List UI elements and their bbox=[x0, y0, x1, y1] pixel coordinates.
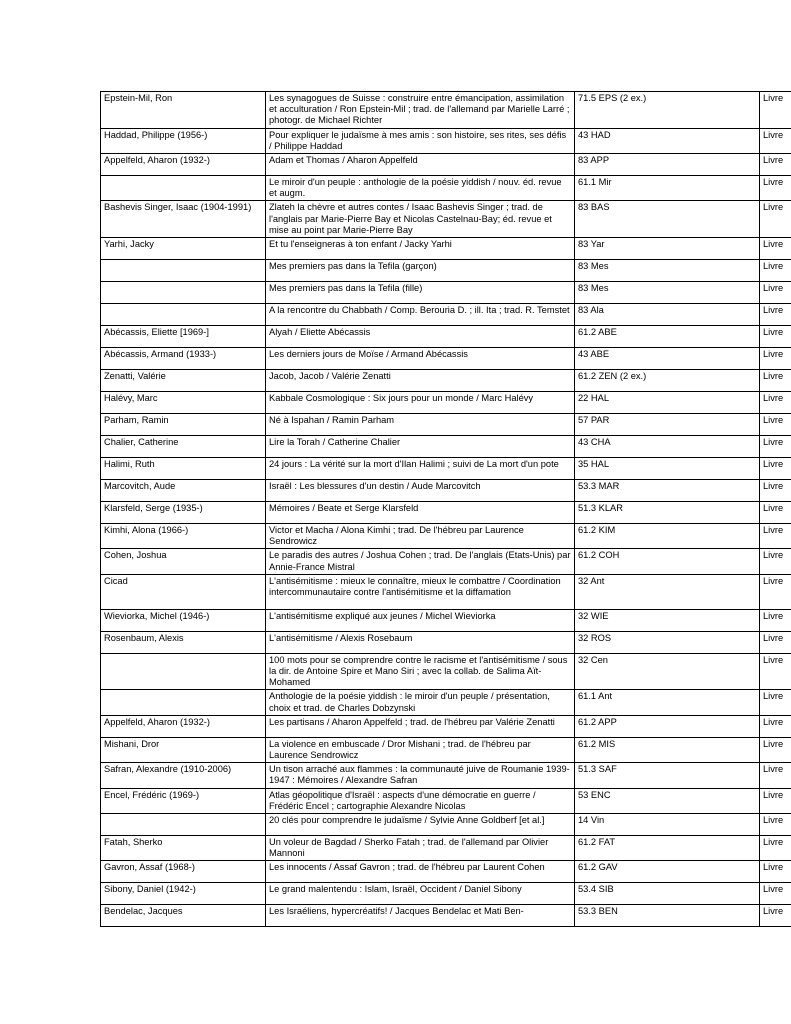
type-cell: Livre bbox=[760, 392, 791, 414]
call-number-cell: 61.2 MIS bbox=[575, 737, 760, 762]
type-cell: Livre bbox=[760, 814, 791, 836]
type-cell: Livre bbox=[760, 715, 791, 737]
author-cell bbox=[101, 690, 266, 715]
title-cell: Adam et Thomas / Aharon Appelfeld bbox=[266, 154, 575, 176]
type-cell: Livre bbox=[760, 549, 791, 574]
author-cell: Encel, Frédéric (1969-) bbox=[101, 788, 266, 813]
author-cell bbox=[101, 304, 266, 326]
title-cell: Israël : Les blessures d'un destin / Aude Marcovitch bbox=[266, 480, 575, 502]
call-number-cell: 61.2 GAV bbox=[575, 861, 760, 883]
title-cell: 24 jours : La vérité sur la mort d'Ilan Halimi ; suivi de La mort d'un pote bbox=[266, 458, 575, 480]
author-cell: Yarhi, Jacky bbox=[101, 238, 266, 260]
table-row bbox=[101, 524, 791, 549]
table-row bbox=[101, 414, 791, 436]
author-cell bbox=[101, 282, 266, 304]
table-row bbox=[101, 348, 791, 370]
call-number-cell: 51.3 SAF bbox=[575, 763, 760, 788]
call-number-cell: 83 Ala bbox=[575, 304, 760, 326]
title-cell: Jacob, Jacob / Valérie Zenatti bbox=[266, 370, 575, 392]
call-number-cell: 22 HAL bbox=[575, 392, 760, 414]
table-row bbox=[101, 128, 791, 153]
title-cell: 100 mots pour se comprendre contre le racisme et l'antisémitisme / sous la dir. de Antoine Spire et Mano Siri ; avec la collab. de Salima Aït-Mohamed bbox=[266, 653, 575, 690]
author-cell: Haddad, Philippe (1956-) bbox=[101, 128, 266, 153]
table-row bbox=[101, 549, 791, 574]
title-cell: Le grand malentendu : Islam, Israël, Occident / Daniel Sibony bbox=[266, 883, 575, 905]
title-cell: Anthologie de la poésie yiddish : le miroir d'un peuple / présentation, choix et trad. de Charles Dobzynski bbox=[266, 690, 575, 715]
table-row bbox=[101, 609, 791, 631]
author-cell: Sibony, Daniel (1942-) bbox=[101, 883, 266, 905]
author-cell: Appelfeld, Aharon (1932-) bbox=[101, 154, 266, 176]
type-cell: Livre bbox=[760, 282, 791, 304]
table-row bbox=[101, 836, 791, 861]
call-number-cell: 35 HAL bbox=[575, 458, 760, 480]
table-row bbox=[101, 238, 791, 260]
title-cell: Victor et Macha / Alona Kimhi ; trad. De l'hébreu par Laurence Sendrowicz bbox=[266, 524, 575, 549]
type-cell: Livre bbox=[760, 861, 791, 883]
title-cell: La violence en embuscade / Dror Mishani ; trad. de l'hébreu par Laurence Sendrowicz bbox=[266, 737, 575, 762]
call-number-cell: 53 ENC bbox=[575, 788, 760, 813]
table-row bbox=[101, 436, 791, 458]
author-cell: Epstein-Mil, Ron bbox=[101, 92, 266, 129]
title-cell: Lire la Torah / Catherine Chalier bbox=[266, 436, 575, 458]
type-cell: Livre bbox=[760, 574, 791, 609]
type-cell: Livre bbox=[760, 370, 791, 392]
author-cell: Cicad bbox=[101, 574, 266, 609]
author-cell bbox=[101, 260, 266, 282]
title-cell: L'antisémitisme expliqué aux jeunes / Michel Wieviorka bbox=[266, 609, 575, 631]
type-cell: Livre bbox=[760, 154, 791, 176]
call-number-cell: 61.2 KIM bbox=[575, 524, 760, 549]
author-cell: Wieviorka, Michel (1946-) bbox=[101, 609, 266, 631]
call-number-cell: 32 Cen bbox=[575, 653, 760, 690]
type-cell: Livre bbox=[760, 737, 791, 762]
call-number-cell: 83 APP bbox=[575, 154, 760, 176]
catalog-table bbox=[100, 91, 791, 927]
title-cell: Mémoires / Beate et Serge Klarsfeld bbox=[266, 502, 575, 524]
author-cell: Mishani, Dror bbox=[101, 737, 266, 762]
call-number-cell: 14 Vin bbox=[575, 814, 760, 836]
author-cell bbox=[101, 176, 266, 201]
call-number-cell: 61.2 FAT bbox=[575, 836, 760, 861]
call-number-cell: 61.2 ZEN (2 ex.) bbox=[575, 370, 760, 392]
title-cell: Mes premiers pas dans la Tefila (garçon) bbox=[266, 260, 575, 282]
call-number-cell: 43 CHA bbox=[575, 436, 760, 458]
type-cell: Livre bbox=[760, 609, 791, 631]
table-row bbox=[101, 883, 791, 905]
title-cell: Pour expliquer le judaïsme à mes amis : son histoire, ses rites, ses défis / Philippe Haddad bbox=[266, 128, 575, 153]
type-cell: Livre bbox=[760, 836, 791, 861]
title-cell: Un voleur de Bagdad / Sherko Fatah ; trad. de l'allemand par Olivier Mannoni bbox=[266, 836, 575, 861]
type-cell: Livre bbox=[760, 883, 791, 905]
table-row bbox=[101, 737, 791, 762]
title-cell: Les Israéliens, hypercréatifs! / Jacques Bendelac et Mati Ben- bbox=[266, 905, 575, 927]
author-cell: Chalier, Catherine bbox=[101, 436, 266, 458]
type-cell: Livre bbox=[760, 128, 791, 153]
call-number-cell: 83 Yar bbox=[575, 238, 760, 260]
catalog-rows bbox=[101, 92, 791, 927]
title-cell: Le paradis des autres / Joshua Cohen ; trad. De l'anglais (Etats-Unis) par Annie-France Mistral bbox=[266, 549, 575, 574]
title-cell: Kabbale Cosmologique : Six jours pour un monde / Marc Halévy bbox=[266, 392, 575, 414]
author-cell bbox=[101, 814, 266, 836]
type-cell: Livre bbox=[760, 176, 791, 201]
title-cell: L'antisémitisme / Alexis Rosebaum bbox=[266, 631, 575, 653]
type-cell: Livre bbox=[760, 304, 791, 326]
title-cell: Zlateh la chèvre et autres contes / Isaac Bashevis Singer ; trad. de l'anglais par Marie-Pierre Bay et Nicolas Castelnau-Bay; éd. revue et mise au point par Marie-Pierre Bay bbox=[266, 201, 575, 238]
title-cell: Et tu l'enseigneras à ton enfant / Jacky Yarhi bbox=[266, 238, 575, 260]
call-number-cell: 61.2 APP bbox=[575, 715, 760, 737]
title-cell: Le miroir d'un peuple : anthologie de la poésie yiddish / nouv. éd. revue et augm. bbox=[266, 176, 575, 201]
title-cell: Un tison arraché aux flammes : la communauté juive de Roumanie 1939-1947 : Mémoires / Alexandre Safran bbox=[266, 763, 575, 788]
table-row bbox=[101, 788, 791, 813]
title-cell: 20 clés pour comprendre le judaïsme / Sylvie Anne Goldberf [et al.] bbox=[266, 814, 575, 836]
author-cell: Appelfeld, Aharon (1932-) bbox=[101, 715, 266, 737]
table-row bbox=[101, 814, 791, 836]
author-cell: Safran, Alexandre (1910-2006) bbox=[101, 763, 266, 788]
title-cell: L'antisémitisme : mieux le connaître, mieux le combattre / Coordination intercommunautaire contre l'antisémitisme et la diffamation bbox=[266, 574, 575, 609]
table-row bbox=[101, 304, 791, 326]
title-cell: Né à Ispahan / Ramin Parham bbox=[266, 414, 575, 436]
table-row bbox=[101, 92, 791, 129]
title-cell: Atlas géopolitique d'Israël : aspects d'une démocratie en guerre / Frédéric Encel ; cartographie Alexandre Nicolas bbox=[266, 788, 575, 813]
table-row bbox=[101, 631, 791, 653]
author-cell: Parham, Ramin bbox=[101, 414, 266, 436]
call-number-cell: 83 Mes bbox=[575, 260, 760, 282]
table-row bbox=[101, 370, 791, 392]
type-cell: Livre bbox=[760, 480, 791, 502]
call-number-cell: 61.1 Mir bbox=[575, 176, 760, 201]
call-number-cell: 43 ABE bbox=[575, 348, 760, 370]
call-number-cell: 51.3 KLAR bbox=[575, 502, 760, 524]
author-cell: Gavron, Assaf (1968-) bbox=[101, 861, 266, 883]
table-row bbox=[101, 326, 791, 348]
type-cell: Livre bbox=[760, 631, 791, 653]
call-number-cell: 83 BAS bbox=[575, 201, 760, 238]
call-number-cell: 53.3 MAR bbox=[575, 480, 760, 502]
call-number-cell: 32 WIE bbox=[575, 609, 760, 631]
author-cell: Fatah, Sherko bbox=[101, 836, 266, 861]
title-cell: Les partisans / Aharon Appelfeld ; trad. de l'hébreu par Valérie Zenatti bbox=[266, 715, 575, 737]
table-row bbox=[101, 763, 791, 788]
title-cell: Mes premiers pas dans la Tefila (fille) bbox=[266, 282, 575, 304]
author-cell: Cohen, Joshua bbox=[101, 549, 266, 574]
author-cell: Marcovitch, Aude bbox=[101, 480, 266, 502]
type-cell: Livre bbox=[760, 788, 791, 813]
table-row bbox=[101, 260, 791, 282]
table-row bbox=[101, 653, 791, 690]
call-number-cell: 61.2 COH bbox=[575, 549, 760, 574]
call-number-cell: 53.4 SIB bbox=[575, 883, 760, 905]
table-row bbox=[101, 715, 791, 737]
title-cell: Les derniers jours de Moïse / Armand Abécassis bbox=[266, 348, 575, 370]
type-cell: Livre bbox=[760, 653, 791, 690]
type-cell: Livre bbox=[760, 763, 791, 788]
table-row bbox=[101, 861, 791, 883]
table-row bbox=[101, 502, 791, 524]
author-cell: Abécassis, Eliette [1969-] bbox=[101, 326, 266, 348]
type-cell: Livre bbox=[760, 201, 791, 238]
type-cell: Livre bbox=[760, 326, 791, 348]
author-cell: Klarsfeld, Serge (1935-) bbox=[101, 502, 266, 524]
call-number-cell: 83 Mes bbox=[575, 282, 760, 304]
call-number-cell: 53.3 BEN bbox=[575, 905, 760, 927]
table-row bbox=[101, 176, 791, 201]
author-cell: Halévy, Marc bbox=[101, 392, 266, 414]
call-number-cell: 57 PAR bbox=[575, 414, 760, 436]
call-number-cell: 43 HAD bbox=[575, 128, 760, 153]
call-number-cell: 61.2 ABE bbox=[575, 326, 760, 348]
type-cell: Livre bbox=[760, 458, 791, 480]
table-row bbox=[101, 574, 791, 609]
author-cell bbox=[101, 653, 266, 690]
type-cell: Livre bbox=[760, 690, 791, 715]
type-cell: Livre bbox=[760, 414, 791, 436]
call-number-cell: 32 ROS bbox=[575, 631, 760, 653]
author-cell: Kimhi, Alona (1966-) bbox=[101, 524, 266, 549]
table-row bbox=[101, 480, 791, 502]
type-cell: Livre bbox=[760, 260, 791, 282]
type-cell: Livre bbox=[760, 238, 791, 260]
type-cell: Livre bbox=[760, 436, 791, 458]
table-row bbox=[101, 154, 791, 176]
author-cell: Bashevis Singer, Isaac (1904-1991) bbox=[101, 201, 266, 238]
title-cell: Alyah / Eliette Abécassis bbox=[266, 326, 575, 348]
table-row bbox=[101, 690, 791, 715]
table-row bbox=[101, 392, 791, 414]
author-cell: Bendelac, Jacques bbox=[101, 905, 266, 927]
title-cell: Les synagogues de Suisse : construire entre émancipation, assimilation et acculturation / Ron Epstein-Mil ; trad. de l'allemand par Marielle Larré ; photogr. de Michael Richter bbox=[266, 92, 575, 129]
call-number-cell: 61.1 Ant bbox=[575, 690, 760, 715]
author-cell: Abécassis, Armand (1933-) bbox=[101, 348, 266, 370]
table-row bbox=[101, 458, 791, 480]
type-cell: Livre bbox=[760, 92, 791, 129]
type-cell: Livre bbox=[760, 905, 791, 927]
table-row bbox=[101, 905, 791, 927]
title-cell: Les innocents / Assaf Gavron ; trad. de l'hébreu par Laurent Cohen bbox=[266, 861, 575, 883]
type-cell: Livre bbox=[760, 502, 791, 524]
call-number-cell: 71.5 EPS (2 ex.) bbox=[575, 92, 760, 129]
author-cell: Zenatti, Valérie bbox=[101, 370, 266, 392]
type-cell: Livre bbox=[760, 348, 791, 370]
call-number-cell: 32 Ant bbox=[575, 574, 760, 609]
table-row bbox=[101, 282, 791, 304]
table-row bbox=[101, 201, 791, 238]
title-cell: A la rencontre du Chabbath / Comp. Berouria D. ; ill. Ita ; trad. R. Temstet bbox=[266, 304, 575, 326]
author-cell: Rosenbaum, Alexis bbox=[101, 631, 266, 653]
type-cell: Livre bbox=[760, 524, 791, 549]
author-cell: Halimi, Ruth bbox=[101, 458, 266, 480]
